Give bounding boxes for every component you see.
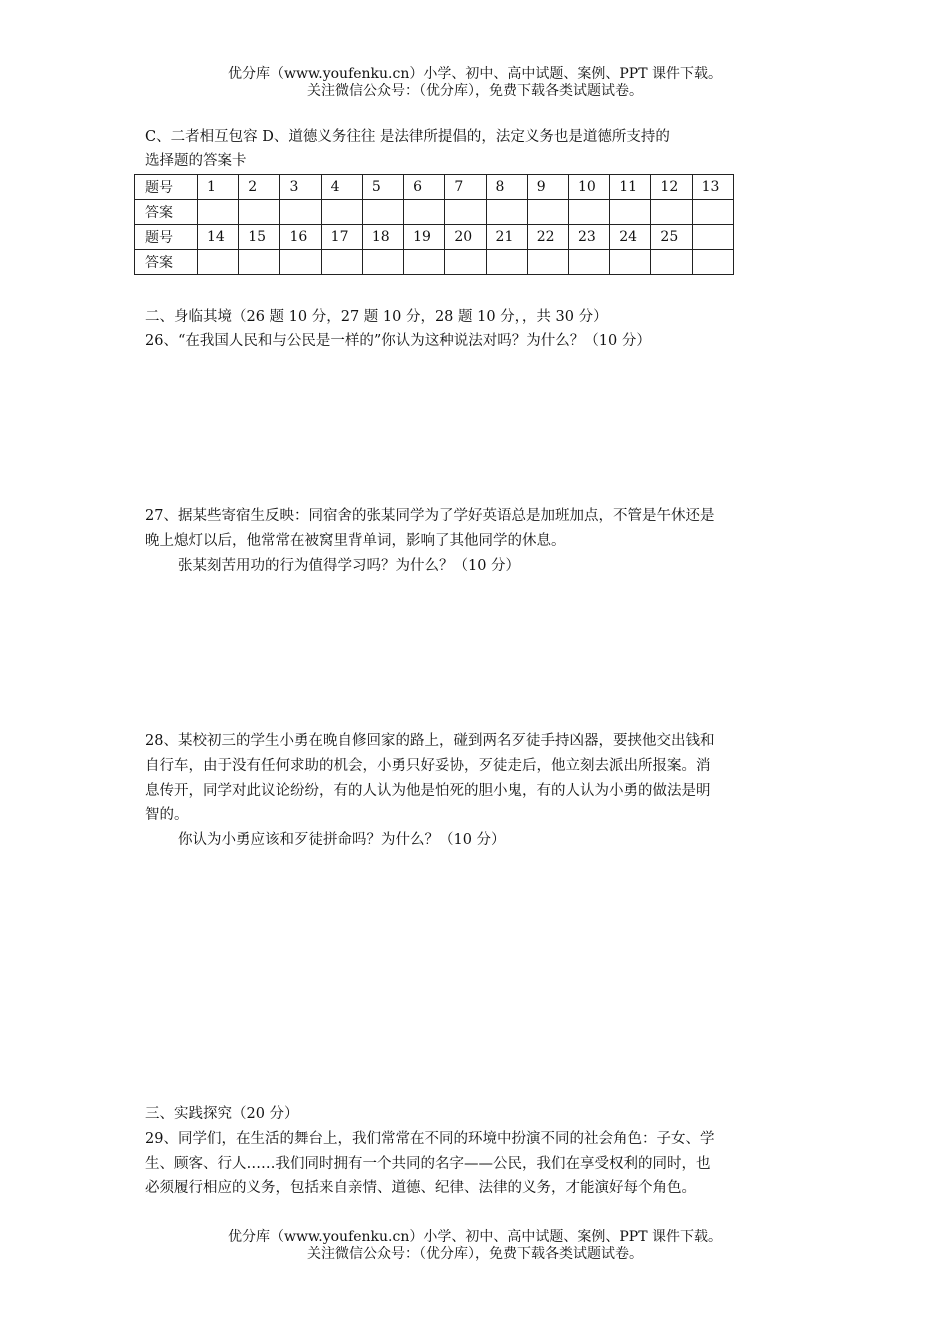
table-cell: 5 [362,175,403,200]
answer-cell[interactable] [362,200,403,225]
table-cell: 1 [198,175,239,200]
answer-cell[interactable] [404,200,445,225]
table-cell: 16 [280,225,321,250]
answer-cell[interactable] [239,200,280,225]
answer-cell[interactable] [568,200,609,225]
answer-cell[interactable] [610,250,651,275]
answer-cell[interactable] [692,250,733,275]
answer-cell[interactable] [321,200,362,225]
question-28-line-4: 智的。 [145,807,189,823]
table-cell: 8 [486,175,527,200]
table-cell: 4 [321,175,362,200]
table-cell: 9 [527,175,568,200]
table-cell: 15 [239,225,280,250]
table-cell: 7 [445,175,486,200]
question-29-line-2: 生、顾客、行人……我们同时拥有一个共同的名字——公民，我们在享受权利的同时，也 [145,1156,711,1172]
section-3-title: 三、实践探究（20 分） [145,1106,299,1122]
answer-cell[interactable] [280,250,321,275]
table-cell: 14 [198,225,239,250]
options-line: C、二者相互包容 D、道德义务往往 是法律所提倡的，法定义务也是道德所支持的 [145,129,670,145]
table-cell: 22 [527,225,568,250]
question-28-prompt: 你认为小勇应该和歹徒拼命吗？为什么？（10 分） [178,832,506,848]
answer-card-title: 选择题的答案卡 [145,153,247,169]
section-2-title: 二、身临其境（26 题 10 分，27 题 10 分，28 题 10 分，，共 30 分） [145,309,608,325]
table-cell: 6 [404,175,445,200]
answer-cell[interactable] [527,200,568,225]
table-cell: 21 [486,225,527,250]
question-28-line-3: 息传开，同学对此议论纷纷，有的人认为他是怕死的胆小鬼，有的人认为小勇的做法是明 [145,783,711,799]
table-cell: 23 [568,225,609,250]
page-header [0,66,950,100]
header-line-2: 关注微信公众号：（优分库），免费下载各类试题试卷。 [307,83,643,99]
table-cell: 20 [445,225,486,250]
answer-cell[interactable] [651,250,692,275]
answer-cell[interactable] [692,200,733,225]
answer-cell[interactable] [445,250,486,275]
answer-cell[interactable] [198,200,239,225]
table-cell: 10 [568,175,609,200]
table-cell: 12 [651,175,692,200]
answer-cell[interactable] [486,200,527,225]
answer-cell[interactable] [610,200,651,225]
table-row [135,225,734,250]
table-row [135,200,734,225]
page-footer [0,1229,950,1263]
answer-cell[interactable] [527,250,568,275]
question-28-line-2: 自行车，由于没有任何求助的机会，小勇只好妥协，歹徒走后，他立刻去派出所报案。消 [145,758,711,774]
answer-cell[interactable] [239,250,280,275]
answer-cell[interactable] [404,250,445,275]
row-label-number: 题号 [135,175,198,200]
answer-cell[interactable] [280,200,321,225]
table-cell: 24 [610,225,651,250]
row-label-answer: 答案 [135,250,198,275]
table-cell: 11 [610,175,651,200]
footer-line-1: 优分库（www.youfenku.cn）小学、初中、高中试题、案例、PPT 课件下载。 [227,1229,722,1245]
answer-cell[interactable] [362,250,403,275]
table-cell [692,225,733,250]
answer-cell[interactable] [321,250,362,275]
question-27-line-1: 27、据某些寄宿生反映：同宿舍的张某同学为了学好英语总是加班加点，不管是午休还是 [145,508,715,524]
footer-line-2: 关注微信公众号：（优分库），免费下载各类试题试卷。 [307,1246,643,1262]
answer-cell[interactable] [486,250,527,275]
table-cell: 2 [239,175,280,200]
question-27-prompt: 张某刻苦用功的行为值得学习吗？为什么？（10 分） [178,558,521,574]
header-line-1: 优分库（www.youfenku.cn）小学、初中、高中试题、案例、PPT 课件下载。 [227,66,722,82]
table-cell: 19 [404,225,445,250]
question-27-line-2: 晚上熄灯以后，他常常在被窝里背单词，影响了其他同学的休息。 [145,533,566,549]
answer-card-table [134,174,734,275]
table-row [135,175,734,200]
table-cell: 18 [362,225,403,250]
row-label-answer: 答案 [135,200,198,225]
answer-cell[interactable] [651,200,692,225]
table-cell: 17 [321,225,362,250]
table-cell: 25 [651,225,692,250]
table-cell: 3 [280,175,321,200]
question-29-line-1: 29、同学们，在生活的舞台上，我们常常在不同的环境中扮演不同的社会角色：子女、学 [145,1131,715,1147]
question-29-line-3: 必须履行相应的义务，包括来自亲情、道德、纪律、法律的义务，才能演好每个角色。 [145,1180,696,1196]
question-26: 26、“在我国人民和与公民是一样的”你认为这种说法对吗？为什么？（10 分） [145,333,651,349]
table-cell: 13 [692,175,733,200]
question-28-line-1: 28、某校初三的学生小勇在晚自修回家的路上，碰到两名歹徒手持凶器，要挟他交出钱和 [145,733,715,749]
answer-cell[interactable] [198,250,239,275]
answer-cell[interactable] [568,250,609,275]
answer-cell[interactable] [445,200,486,225]
row-label-number: 题号 [135,225,198,250]
table-row [135,250,734,275]
